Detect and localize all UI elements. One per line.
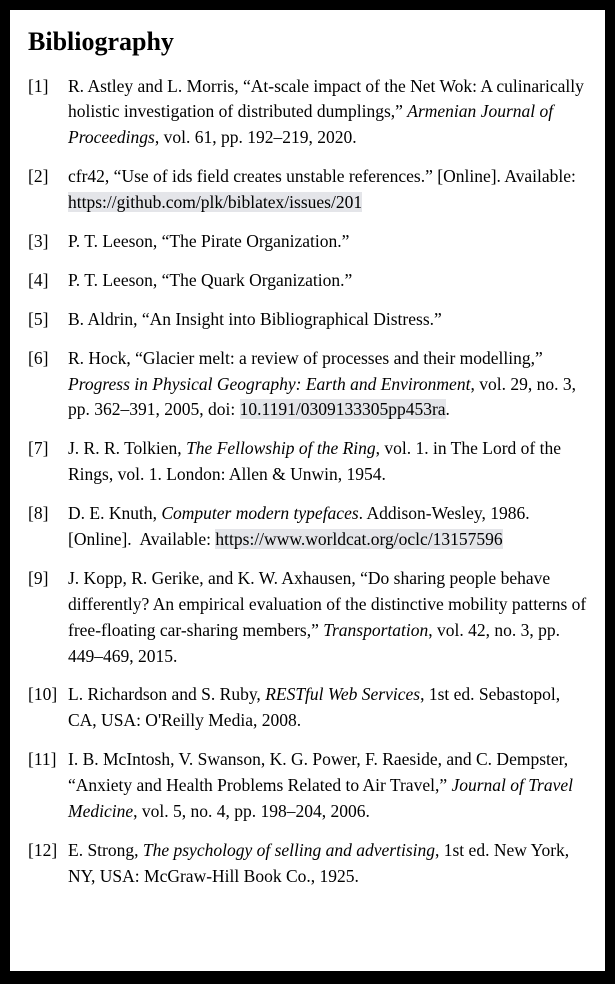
bibliography-entry [28,164,587,216]
citation-fragment: B. Aldrin, “An Insight into Bibliographical Distress.” [68,308,442,329]
bibliography-entry [28,566,587,670]
work-title: Journal of Travel Medicine [68,775,574,821]
entry-number: [8] [28,503,49,524]
entry-number: [6] [28,347,49,368]
entry-number: [1] [28,75,49,96]
entry-citation-text [68,346,587,424]
reference-link[interactable]: 10.1191/0309133305pp453ra [239,399,446,420]
work-title: RESTful Web Services [265,684,421,705]
work-title: Progress in Physical Geography: Earth and Environment [68,373,471,394]
work-title: The psychology of selling and advertising [142,839,435,860]
entry-number: [12] [28,839,58,860]
bibliography-page [10,10,605,971]
entry-citation-text [68,501,587,553]
citation-fragment: E. Strong, [68,839,143,860]
entry-citation-text [68,268,587,294]
entry-citation-text [68,682,587,734]
work-title: The Fellowship of the Ring [186,438,376,459]
bibliography-entry [28,747,587,825]
page-title: Bibliography [28,27,174,56]
entry-number: [3] [28,230,49,251]
bibliography-entry [28,501,587,553]
entry-citation-text [68,838,587,890]
bibliography-entry [28,838,587,890]
citation-fragment: , vol. 5, no. 4, pp. 198–204, 2006. [133,800,370,821]
reference-link[interactable]: https://github.com/plk/biblatex/issues/201 [68,192,363,213]
entry-number: [11] [28,749,57,770]
work-title: Transportation [323,619,429,640]
citation-fragment: L. Richardson and S. Ruby, [68,684,266,705]
bibliography-list [28,74,587,890]
bibliography-entry [28,346,587,424]
bibliography-entry [28,74,587,152]
citation-fragment: P. T. Leeson, “The Quark Organization.” [68,269,353,290]
citation-fragment: , vol. 1. in The Lord of the Rings, vol. 1. London: Allen & Unwin, 1954. [68,438,561,485]
reference-link[interactable]: https://www.worldcat.org/oclc/13157596 [215,528,503,549]
entry-number: [9] [28,567,49,588]
entry-citation-text [68,747,587,825]
citation-fragment: , 1st ed. Sebastopol, CA, USA: O'Reilly Media, 2008. [68,684,561,731]
citation-fragment: J. R. R. Tolkien, [68,438,187,459]
citation-fragment: P. T. Leeson, “The Pirate Organization.” [68,230,350,251]
citation-fragment: J. Kopp, R. Gerike, and K. W. Axhausen, “Do sharing people behave differently? An empirical evaluation of the distinctive mobility patterns of free-floating car-sharing members,” [68,567,587,640]
citation-fragment: . Addison-Wesley, 1986. [Online]. Available: [68,503,530,549]
work-title: Armenian Journal of Proceedings [68,101,554,148]
citation-fragment: cfr42, “Use of ids field creates unstable references.” [Online]. Available: [68,166,576,187]
entry-number: [4] [28,269,49,290]
entry-citation-text [68,164,587,216]
entry-number: [5] [28,308,49,329]
entry-citation-text [68,307,587,333]
entry-citation-text [68,566,587,670]
citation-fragment: R. Hock, “Glacier melt: a review of processes and their modelling,” [68,347,543,368]
entry-number: [2] [28,166,49,187]
bibliography-entry [28,682,587,734]
bibliography-entry [28,229,587,255]
entry-citation-text [68,436,587,488]
bibliography-entry [28,436,587,488]
citation-fragment: . [445,399,450,420]
citation-fragment: , vol. 61, pp. 192–219, 2020. [154,127,357,148]
entry-number: [10] [28,684,58,705]
entry-number: [7] [28,438,49,459]
work-title: Computer modern typefaces [161,503,359,524]
citation-fragment: I. B. McIntosh, V. Swanson, K. G. Power, F. Raeside, and C. Dempster, “Anxiety and Health Problems Related to Air Travel,” [68,749,569,796]
citation-fragment: , vol. 29, no. 3, pp. 362–391, 2005, doi: [68,373,576,420]
entry-citation-text [68,74,587,152]
citation-fragment: D. E. Knuth, [68,503,162,524]
bibliography-entry [28,307,587,333]
entry-citation-text [68,229,587,255]
bibliography-entry [28,268,587,294]
citation-fragment: R. Astley and L. Morris, “At-scale impact of the Net Wok: A culinarically holistic investigation of distributed dumplings,” [68,75,584,122]
citation-fragment: , 1st ed. New York, NY, USA: McGraw-Hill Book Co., 1925. [68,839,570,886]
citation-fragment: , vol. 42, no. 3, pp. 449–469, 2015. [68,619,561,666]
